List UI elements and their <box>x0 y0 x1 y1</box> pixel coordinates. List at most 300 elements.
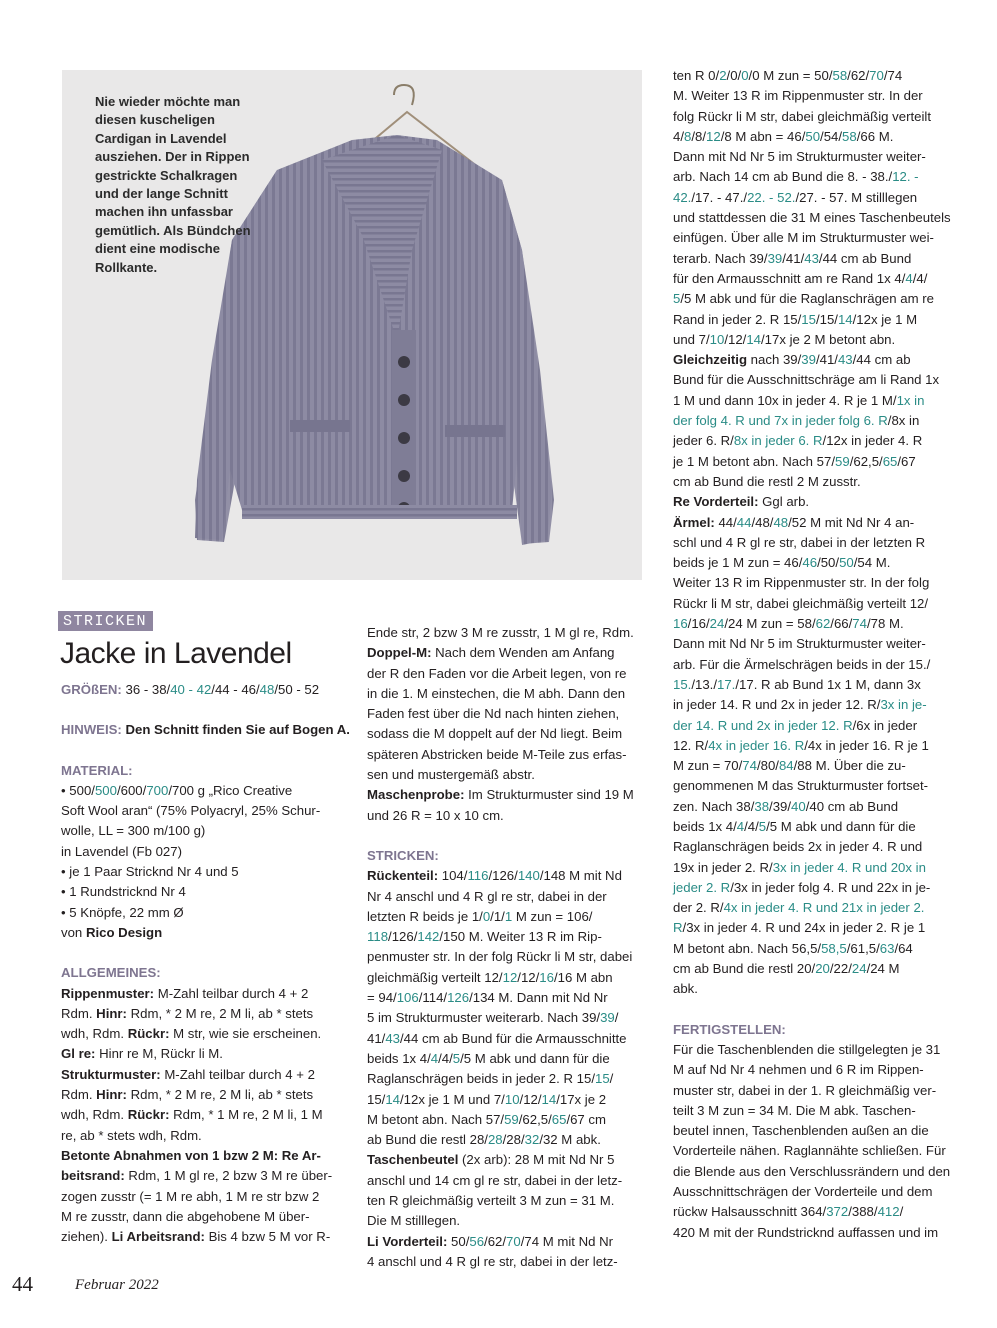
material-item: in Lavendel (Fb 027) <box>61 843 182 859</box>
text-run: der 2. R/ <box>673 900 724 916</box>
text-run: /44 cm ab Bund <box>818 250 912 266</box>
text-run: / <box>609 1071 614 1087</box>
text-run: wdh, Rdm. <box>61 1026 128 1042</box>
text-run: für den Armausschnitt am re Rand 1x 4/ <box>673 270 906 286</box>
pocket-right <box>445 425 505 437</box>
bold-term: Maschenprobe: <box>367 787 465 803</box>
size-variant: 4x in jeder 4. R und 21x in jeder 2. <box>723 900 925 916</box>
text-run: je 1 M betont abn. Nach 57/ <box>673 453 836 469</box>
size-variant: 43 <box>385 1030 401 1046</box>
size-variant: 43 <box>837 352 853 368</box>
size-variant: 70 <box>869 68 884 83</box>
knitting-heading: STRICKEN: <box>367 847 439 863</box>
text-run: /54 M. <box>853 555 891 571</box>
text-run: /52 M mit Nd Nr 4 an- <box>788 514 915 530</box>
text-run: zen. Nach 38/ <box>673 798 755 814</box>
text-run: /74 M mit Nd Nr <box>520 1233 614 1249</box>
size-variant: 4 <box>736 818 745 834</box>
size-variant: 140 <box>517 868 540 884</box>
text-line <box>673 391 958 411</box>
text-run: Dann mit Nd Nr 5 im Strukturmuster weiter- <box>673 149 926 165</box>
text-run: cm ab Bund die restl 20/ <box>673 961 816 977</box>
text-line <box>673 249 958 269</box>
bold-term: Re Vorderteil: <box>673 494 759 510</box>
text-run: M betont abn. Nach 57/ <box>367 1111 505 1127</box>
text-line <box>367 745 652 765</box>
text-line <box>673 1202 958 1222</box>
text-run: 420 M mit der Rundstricknd auffassen und im <box>673 1224 939 1240</box>
size-variant: 84 <box>778 758 794 774</box>
text-line <box>61 1227 346 1247</box>
text-line <box>673 1040 958 1060</box>
text-run: /74 <box>883 68 903 83</box>
material-yarn-line: • 500/500/600/700/700 g „Rico Creative <box>61 782 293 798</box>
text-line <box>673 939 958 959</box>
size-variant: 4x in jeder 16. R <box>708 737 805 753</box>
size-variant: 15 <box>595 1071 610 1087</box>
text-run: penmuster str. In der folg Rückr li M str, dabei <box>367 949 633 965</box>
text-run: Rdm, * 2 M re, 2 M li, ab * stets <box>126 1087 314 1103</box>
text-line <box>673 878 958 898</box>
text-line <box>673 269 958 289</box>
text-line <box>673 1223 958 1243</box>
size-variant: 24 <box>851 961 867 977</box>
text-run: /0 M zun = 50/ <box>748 68 833 83</box>
text-run: sodass die M doppelt auf der Nd liegt. Beim <box>367 726 623 742</box>
size-variant: 65 <box>882 453 898 469</box>
size-variant: 126 <box>447 990 470 1006</box>
text-run: = 94/ <box>367 990 397 1006</box>
caption-line: Nie wieder möchte man <box>95 94 241 109</box>
size-variant: 46 <box>802 555 818 571</box>
size-variant: 116 <box>467 868 489 884</box>
sizes-line: GRÖßEN: 36 - 38/40 - 42/44 - 46/48/50 - 52 <box>61 682 320 697</box>
caption-line: machen ihn unfassbar <box>95 204 233 220</box>
text-run: gleichmäßig verteilt 12/ <box>367 969 503 985</box>
size-variant: 58 <box>842 128 857 144</box>
text-line <box>367 1049 652 1069</box>
text-run: /5 M abk und dann für die <box>460 1050 610 1066</box>
text-run: schl und 4 R gl re str, dabei in der letzten R <box>673 534 926 550</box>
text-line <box>673 1141 958 1161</box>
size-variant: 65 <box>551 1111 567 1127</box>
size-variant: 412 <box>877 1204 900 1220</box>
text-run: ten R 0/ <box>673 68 720 83</box>
size-variant: 12 <box>502 969 518 985</box>
text-run: Für die Taschenblenden die stillgelegten je 31 <box>673 1041 941 1057</box>
text-line <box>367 806 652 826</box>
size-variant: 74 <box>742 758 757 774</box>
text-run: Rand in jeder 2. R 15/ <box>673 311 802 327</box>
size-variant: 5 <box>452 1050 461 1066</box>
text-run: und 7/ <box>673 331 710 347</box>
size-variant: der 14. R und 2x in jeder 12. R <box>673 717 853 733</box>
text-line <box>673 1060 958 1080</box>
text-line <box>673 553 958 573</box>
text-line <box>61 1004 346 1024</box>
text-run: /12x in jeder 4. R <box>822 433 923 449</box>
text-run: /24 M zun = 58/ <box>724 616 816 632</box>
text-line <box>673 289 958 309</box>
size-variant: 74 <box>852 616 867 632</box>
text-line <box>61 1024 346 1044</box>
text-run: Rdm. <box>61 1005 97 1021</box>
text-run: /12x je 1 M und 7/ <box>400 1091 505 1107</box>
size-variant: 3x in jeder 4. R und 20x in <box>772 859 926 875</box>
finishing-heading: FERTIGSTELLEN: <box>673 1021 786 1037</box>
text-line <box>673 208 958 228</box>
size-variant: 58,5 <box>821 940 847 956</box>
text-line <box>61 1105 346 1125</box>
size-variant: 10 <box>709 331 725 347</box>
size-variant: 5 <box>758 818 767 834</box>
text-run: /150 M. Weiter 13 R im Rip- <box>439 929 602 945</box>
text-line <box>61 1146 346 1166</box>
text-line <box>367 927 652 947</box>
text-run: 15/ <box>367 1091 386 1107</box>
size-variant: 50 <box>805 128 821 144</box>
text-run: M-Zahl teilbar durch 4 + 2 <box>154 985 309 1001</box>
photo-caption <box>95 93 260 277</box>
text-run: /17. - 47./ <box>691 189 748 205</box>
text-line <box>367 1211 652 1231</box>
text-run: Nach dem Wenden am Anfang <box>431 645 615 661</box>
text-run: /67 <box>897 453 916 469</box>
size-variant: 50 <box>839 555 854 571</box>
hem-band <box>242 505 517 519</box>
text-line <box>673 817 958 837</box>
text-line <box>367 1232 652 1252</box>
text-run: /17x je 2 <box>556 1091 607 1107</box>
text-line <box>673 675 958 695</box>
material-item: wolle, LL = 300 m/100 g) <box>61 823 206 839</box>
text-run: /114/ <box>418 990 448 1006</box>
size-variant: 118 <box>367 929 389 945</box>
text-line <box>673 1121 958 1141</box>
text-line <box>673 594 958 614</box>
text-line <box>367 1130 652 1150</box>
text-line <box>673 66 958 86</box>
text-run: /24 M <box>866 961 900 977</box>
text-run: /41/ <box>815 352 838 368</box>
size-variant: 20 <box>815 961 830 977</box>
text-run: /28/ <box>502 1132 525 1148</box>
text-run: cm ab Bund die restl 2 M zusstr. <box>673 473 861 489</box>
text-run: /67 cm <box>566 1111 607 1127</box>
text-run: 12. R/ <box>673 737 709 753</box>
text-run: M-Zahl teilbar durch 4 + 2 <box>160 1066 315 1082</box>
text-run: beids 1x 4/ <box>367 1050 431 1066</box>
caption-line: diesen kuscheligen <box>95 112 215 128</box>
text-run: /0/ <box>726 68 742 83</box>
middle-text-b <box>367 866 652 1272</box>
text-run: Bund für die Ausschnittschräge am li Rand 1x <box>673 372 940 388</box>
left-column <box>61 680 350 1247</box>
text-run: letzten R beids je 1/ <box>367 908 483 924</box>
material-item: • je 1 Paar Stricknd Nr 4 und 5 <box>61 864 239 880</box>
text-run: /27. - 57. M stilllegen <box>795 189 918 205</box>
text-run: M re zusstr, dann die abgehobene M über- <box>61 1208 310 1224</box>
material-item: Soft Wool aran“ (75% Polyacryl, 25% Schur- <box>61 803 321 819</box>
text-line <box>673 228 958 248</box>
text-run: /61,5/ <box>846 940 880 956</box>
bold-term: Hinr: <box>96 1005 127 1021</box>
size-variant: 32 <box>524 1132 540 1148</box>
size-variant: 0 <box>482 908 491 924</box>
text-run: /148 M mit Nd <box>539 868 622 884</box>
text-line <box>673 776 958 796</box>
text-line <box>61 1126 346 1146</box>
text-run: /22/ <box>829 961 852 977</box>
size-variant: 22. - 52. <box>747 189 796 205</box>
text-run: M auf Nd Nr 4 nehmen und 6 R im Rippen- <box>673 1062 924 1078</box>
bold-term: Rippenmuster: <box>61 985 155 1001</box>
text-run: /54/ <box>820 128 843 144</box>
text-run: die Blende aus den Verschlussrändern und den <box>673 1163 951 1179</box>
text-run: rückw Halsausschnitt 364/ <box>673 1204 827 1220</box>
text-run: /3x in jeder folg 4. R und 22x in je- <box>730 879 931 895</box>
text-line <box>673 695 958 715</box>
text-run: 50/ <box>447 1233 470 1249</box>
size-variant: 40 <box>791 798 806 814</box>
text-run: terarb. Nach 39/ <box>673 250 768 266</box>
text-run: /4/ <box>438 1050 453 1066</box>
text-line <box>673 492 958 512</box>
text-line <box>673 736 958 756</box>
text-run: /62,5/ <box>518 1111 552 1127</box>
text-line <box>367 1191 652 1211</box>
text-run: 5 im Strukturmuster weiterarb. Nach 39/ <box>367 1010 601 1026</box>
right-text-b <box>673 1040 958 1243</box>
size-variant: 8 <box>684 128 692 144</box>
text-line <box>673 797 958 817</box>
text-run: ziehen). <box>61 1229 112 1245</box>
text-run: /1/ <box>490 908 505 924</box>
text-run: der R den Faden vor die Arbeit legen, von re <box>367 665 627 681</box>
text-run: /17. R ab Bund 1x 1 M, dann 3x <box>735 676 921 692</box>
text-line <box>367 1069 652 1089</box>
text-line <box>673 1182 958 1202</box>
size-variant: 58 <box>832 68 848 83</box>
text-line <box>673 634 958 654</box>
text-line <box>367 968 652 988</box>
text-line <box>673 898 958 918</box>
text-line <box>673 1101 958 1121</box>
size-variant: 12. - <box>892 169 919 185</box>
text-run: Im Strukturmuster sind 19 M <box>464 787 634 803</box>
text-line <box>673 188 958 208</box>
text-run: Hinr re M, Rückr li M. <box>95 1046 223 1062</box>
text-run: 41/ <box>367 1030 386 1046</box>
text-run: genommenen M das Strukturmuster fortset- <box>673 778 929 794</box>
text-run: M str, wie sie erscheinen. <box>169 1026 322 1042</box>
bold-term: Taschenbeutel <box>367 1152 459 1168</box>
text-run: /3x in jeder 4. R und 24x in jeder 2. R je 1 <box>682 920 926 936</box>
text-run: /17x je 2 M betont abn. <box>761 331 896 347</box>
text-run: /88 M. Über die zu- <box>793 758 906 774</box>
middle-column <box>367 623 652 1272</box>
text-run: sen und mustergemäß abstr. <box>367 767 535 783</box>
text-line <box>673 330 958 350</box>
material-list <box>61 801 346 923</box>
text-line <box>673 533 958 553</box>
text-line <box>367 1029 652 1049</box>
size-variant: 63 <box>879 940 895 956</box>
general-text <box>61 984 346 1248</box>
caption-line: ausziehen. Der in Rippen <box>95 149 250 165</box>
bold-term: Doppel-M: <box>367 645 432 661</box>
text-run: Rdm, 1 M gl re, 2 bzw 3 M re über- <box>124 1168 333 1184</box>
text-run: /5 M abk und für die Raglanschrägen am re <box>680 291 934 307</box>
material-source: von Rico Design <box>61 924 163 940</box>
caption-line: gemütlich. Als Bündchen <box>95 222 251 238</box>
text-line <box>367 765 652 785</box>
text-run: /78 M. <box>866 616 904 632</box>
text-run: M betont abn. Nach 56,5/ <box>673 940 822 956</box>
text-run: /80/ <box>756 758 779 774</box>
text-run: Weiter 13 R im Rippenmuster str. In der folg <box>673 575 930 591</box>
text-run: / <box>899 1204 904 1220</box>
text-run: /62/ <box>847 68 870 83</box>
text-run: (2x arb): 28 M mit Nd Nr 5 <box>458 1152 615 1168</box>
text-run: nach 39/ <box>747 352 802 368</box>
bold-term: Li Arbeitsrand: <box>111 1229 205 1245</box>
text-line <box>673 756 958 776</box>
text-line <box>673 107 958 127</box>
text-run: /15/ <box>815 311 838 327</box>
size-variant: 106 <box>396 990 419 1006</box>
text-line <box>673 716 958 736</box>
bold-term: Rückenteil: <box>367 868 439 884</box>
text-line <box>367 785 652 805</box>
text-line <box>673 1081 958 1101</box>
size-variant: 43 <box>804 250 819 266</box>
text-run: beids 1x 4/ <box>673 818 737 834</box>
size-variant: 24 <box>709 616 725 632</box>
text-line <box>673 573 958 593</box>
size-variant: 1 <box>504 908 513 924</box>
button-2 <box>398 394 410 406</box>
size-variant: 62 <box>815 616 831 632</box>
caption-line: Cardigan in Lavendel <box>95 130 227 146</box>
bold-term: Strukturmuster: <box>61 1066 161 1082</box>
section-kicker: STRICKEN <box>58 611 153 631</box>
text-run: Rückr li M str, dabei gleichmäßig verteilt 12/ <box>673 595 929 611</box>
text-run: /66 M. <box>856 128 894 144</box>
size-variant: 14 <box>837 311 853 327</box>
text-line <box>367 907 652 927</box>
text-run: Ggl arb. <box>758 494 810 510</box>
bold-term: Rückr: <box>127 1026 170 1042</box>
size-variant: 59 <box>504 1111 519 1127</box>
text-run: ten R gleichmäßig verteilt 3 M zun = 31 M. <box>367 1193 615 1209</box>
bold-term: Hinr: <box>96 1087 127 1103</box>
text-line <box>367 1090 652 1110</box>
hanger-hook <box>394 85 414 105</box>
text-line <box>61 1166 346 1186</box>
text-line <box>367 724 652 744</box>
text-run: /12/ <box>517 969 540 985</box>
text-run: / <box>614 1010 619 1026</box>
text-run: /4x in jeder 16. R je 1 <box>804 737 929 753</box>
caption-line: und der lange Schnitt <box>95 186 228 202</box>
size-variant: 16 <box>539 969 554 985</box>
text-run: /12x je 1 M <box>852 311 918 327</box>
size-variant: 38 <box>754 798 770 814</box>
hint-line: HINWEIS: Den Schnitt finden Sie auf Bogen A. <box>61 722 350 738</box>
bold-term: Li Vorderteil: <box>367 1233 448 1249</box>
text-line <box>673 452 958 472</box>
middle-text-a <box>367 623 652 826</box>
text-run: /50/ <box>817 555 840 571</box>
text-line <box>61 1187 346 1207</box>
material-item: • 5 Knöpfe, 22 mm Ø <box>61 904 184 920</box>
text-run: Rdm, * 2 M re, 2 M li, ab * stets <box>126 1005 314 1021</box>
right-column <box>673 66 958 1243</box>
text-run: 104/ <box>438 868 468 884</box>
text-line <box>367 1008 652 1028</box>
text-run: jeder 6. R/ <box>673 433 734 449</box>
text-run: /5 M abk und dann für die <box>766 818 916 834</box>
size-variant: 0 <box>741 68 749 83</box>
text-run: in jeder 14. R und 2x in jeder 12. R/ <box>673 697 881 713</box>
text-run: /12/ <box>519 1091 542 1107</box>
text-line <box>367 887 652 907</box>
text-run: und 26 R = 10 x 10 cm. <box>367 807 504 823</box>
text-run: Raglanschrägen beids in jeder 2. R 15/ <box>367 1071 595 1087</box>
text-run: re, ab * stets wdh, Rdm. <box>61 1127 202 1143</box>
text-run: /48/ <box>751 514 774 530</box>
size-variant: 142 <box>417 929 440 945</box>
text-run: /39/ <box>769 798 792 814</box>
text-run: wdh, Rdm. <box>61 1107 128 1123</box>
size-variant: 4 <box>905 270 913 286</box>
size-variant: 372 <box>826 1204 849 1220</box>
text-line <box>367 704 652 724</box>
size-variant: 15. <box>673 676 692 692</box>
bold-term: Betonte Abnahmen von 1 bzw 2 M: Re Ar- <box>61 1147 321 1163</box>
text-run: Vorderteile nähen. Raglannähte schließen. Für <box>673 1143 946 1159</box>
text-run: 1 M und dann 10x in jeder 4. R je 1 M/ <box>673 392 897 408</box>
text-run: /8 M abn = 46/ <box>720 128 806 144</box>
text-run: M zun = 70/ <box>673 758 743 774</box>
size-variant: 59 <box>835 453 850 469</box>
text-run: /16/ <box>687 616 710 632</box>
text-run: /40 cm ab Bund <box>805 798 899 814</box>
text-run: 4/ <box>673 128 684 144</box>
text-line <box>673 167 958 187</box>
text-run: Faden fest über die Nd nach hinten ziehen, <box>367 706 620 722</box>
caption-line: gestrickte Schalkragen <box>95 167 238 183</box>
caption-line: dient eine modische <box>95 241 220 257</box>
size-variant: 39 <box>767 250 783 266</box>
text-line <box>61 1207 346 1227</box>
text-line <box>673 86 958 106</box>
text-run: Ausschnittschrägen der Vorderteile und dem <box>673 1184 933 1200</box>
text-run: Ende str, 2 bzw 3 M re zusstr, 1 M gl re, Rdm. <box>367 625 634 640</box>
material-heading: MATERIAL: <box>61 762 133 778</box>
text-run: und stattdessen die 31 M eines Taschenbeutels <box>673 210 951 226</box>
text-line <box>673 979 958 999</box>
text-run: /44 cm ab <box>852 352 911 368</box>
text-run: abk. <box>673 981 698 997</box>
text-line <box>367 947 652 967</box>
text-line <box>673 350 958 370</box>
text-run: /126/ <box>488 868 518 884</box>
text-line <box>673 959 958 979</box>
text-line <box>367 988 652 1008</box>
caption-line: Rollkante. <box>95 259 158 275</box>
